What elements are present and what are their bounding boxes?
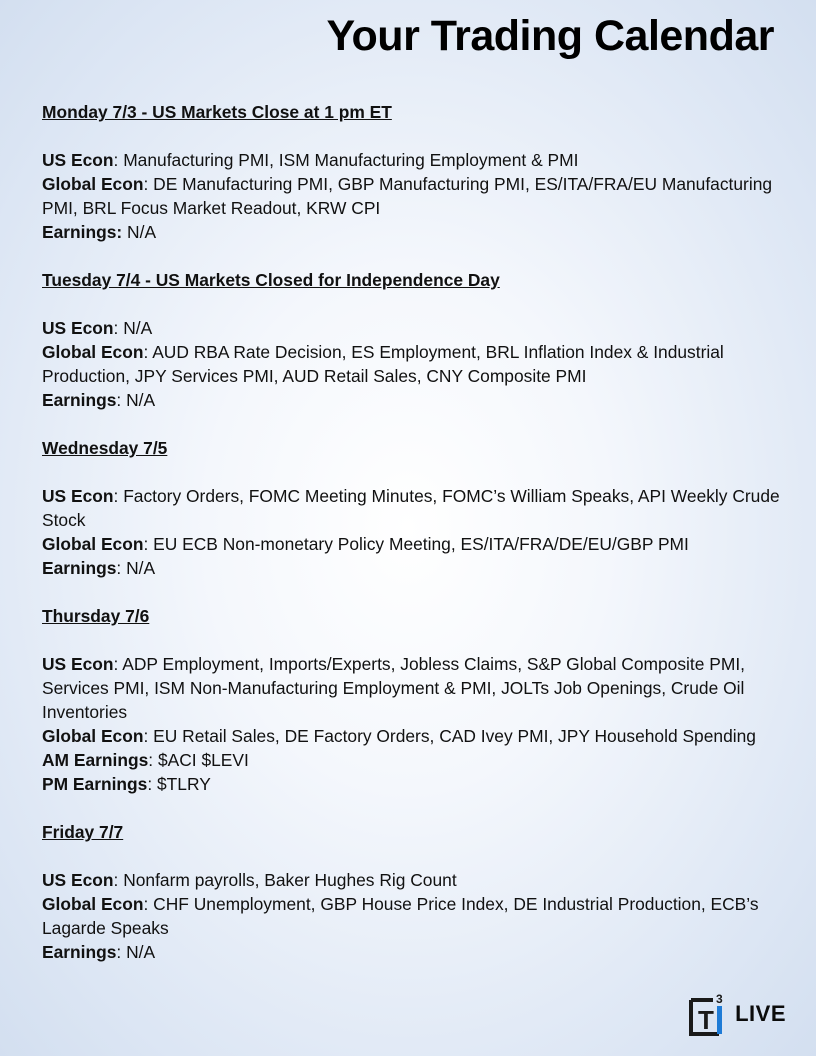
day-heading: Thursday 7/6 (42, 606, 150, 626)
us-econ-line: US Econ: Nonfarm payrolls, Baker Hughes Rig Count (42, 870, 457, 890)
earnings-label: Earnings (42, 558, 117, 578)
global-econ-value: EU Retail Sales, DE Factory Orders, CAD Ivey PMI, JPY Household Spending (153, 726, 756, 746)
am-earnings-label: AM Earnings (42, 750, 149, 770)
day-friday (42, 820, 782, 964)
us-econ-label: US Econ (42, 654, 114, 674)
us-econ-value: Nonfarm payrolls, Baker Hughes Rig Count (123, 870, 457, 890)
day-monday (42, 100, 782, 244)
global-econ-value: AUD RBA Rate Decision, ES Employment, BRL Inflation Index & Industrial Production, JPY Services PMI, AUD Retail Sales, CNY Composite PMI (42, 342, 724, 386)
earnings-line: Earnings: N/A (42, 558, 156, 578)
global-econ-line: Global Econ: AUD RBA Rate Decision, ES Employment, BRL Inflation Index & Industrial Production, JPY Services PMI, AUD Retail Sales, CNY Composite PMI (42, 342, 724, 386)
day-tuesday (42, 268, 782, 412)
calendar-content (42, 100, 782, 988)
us-econ-label: US Econ (42, 486, 114, 506)
earnings-line: Earnings: N/A (42, 390, 156, 410)
us-econ-value: ADP Employment, Imports/Experts, Jobless Claims, S&P Global Composite PMI, Services PMI, ISM Non-Manufacturing Employment & PMI, JOLTs Job Openings, Crude Oil Inventories (42, 654, 745, 722)
global-econ-line: Global Econ: EU ECB Non-monetary Policy Meeting, ES/ITA/FRA/DE/EU/GBP PMI (42, 534, 689, 554)
us-econ-label: US Econ (42, 318, 114, 338)
day-heading: Friday 7/7 (42, 822, 124, 842)
earnings-label: Earnings (42, 942, 117, 962)
global-econ-label: Global Econ (42, 726, 144, 746)
global-econ-label: Global Econ (42, 174, 144, 194)
global-econ-label: Global Econ (42, 342, 144, 362)
day-heading: Tuesday 7/4 - US Markets Closed for Independence Day (42, 270, 500, 290)
us-econ-label: US Econ (42, 150, 114, 170)
day-wednesday (42, 436, 782, 580)
global-econ-value: EU ECB Non-monetary Policy Meeting, ES/ITA/FRA/DE/EU/GBP PMI (153, 534, 689, 554)
global-econ-line: Global Econ: DE Manufacturing PMI, GBP Manufacturing PMI, ES/ITA/FRA/EU Manufacturing PMI, BRL Focus Market Readout, KRW CPI (42, 174, 773, 218)
earnings-label: Earnings (42, 390, 117, 410)
pm-earnings-label: PM Earnings (42, 774, 148, 794)
t3-logo-icon (689, 992, 729, 1036)
am-earnings-line: AM Earnings: $ACI $LEVI (42, 750, 249, 770)
day-thursday (42, 604, 782, 796)
us-econ-line: US Econ: Factory Orders, FOMC Meeting Minutes, FOMC’s William Speaks, API Weekly Crude Stock (42, 486, 780, 530)
earnings-label: Earnings: (42, 222, 123, 242)
pm-earnings-line: PM Earnings: $TLRY (42, 774, 211, 794)
global-econ-line: Global Econ: EU Retail Sales, DE Factory Orders, CAD Ivey PMI, JPY Household Spending (42, 726, 756, 746)
global-econ-label: Global Econ (42, 894, 144, 914)
page-title: Your Trading Calendar (326, 12, 774, 60)
us-econ-line: US Econ: N/A (42, 318, 153, 338)
us-econ-line: US Econ: ADP Employment, Imports/Experts, Jobless Claims, S&P Global Composite PMI, Services PMI, ISM Non-Manufacturing Employment & PMI, JOLTs Job Openings, Crude Oil Inventories (42, 654, 745, 722)
global-econ-value: DE Manufacturing PMI, GBP Manufacturing PMI, ES/ITA/FRA/EU Manufacturing PMI, BRL Focus Market Readout, KRW CPI (42, 174, 773, 218)
t3-live-logo (689, 992, 786, 1036)
logo-text: LIVE (735, 1001, 786, 1026)
earnings-line: Earnings: N/A (42, 942, 156, 962)
earnings-value: N/A (126, 558, 156, 578)
us-econ-label: US Econ (42, 870, 114, 890)
pm-earnings-value: $TLRY (157, 774, 211, 794)
logo-superscript: 3 (716, 992, 723, 1006)
day-heading: Monday 7/3 - US Markets Close at 1 pm ET (42, 102, 392, 122)
earnings-line (42, 220, 782, 244)
am-earnings-value: $ACI $LEVI (157, 750, 249, 770)
us-econ-value: Manufacturing PMI, ISM Manufacturing Employment & PMI (123, 150, 579, 170)
us-econ-value: N/A (123, 318, 153, 338)
global-econ-label: Global Econ (42, 534, 144, 554)
logo-mark: T (698, 1005, 714, 1035)
global-econ-value: CHF Unemployment, GBP House Price Index, DE Industrial Production, ECB’s Lagarde Speaks (42, 894, 759, 938)
day-heading: Wednesday 7/5 (42, 438, 168, 458)
earnings-value: N/A (126, 942, 156, 962)
global-econ-line: Global Econ: CHF Unemployment, GBP House Price Index, DE Industrial Production, ECB’s Lagarde Speaks (42, 894, 759, 938)
us-econ-value: Factory Orders, FOMC Meeting Minutes, FOMC’s William Speaks, API Weekly Crude Stock (42, 486, 780, 530)
earnings-value: N/A (126, 390, 156, 410)
us-econ-line: US Econ: Manufacturing PMI, ISM Manufacturing Employment & PMI (42, 150, 579, 170)
earnings-value: N/A (127, 222, 157, 242)
